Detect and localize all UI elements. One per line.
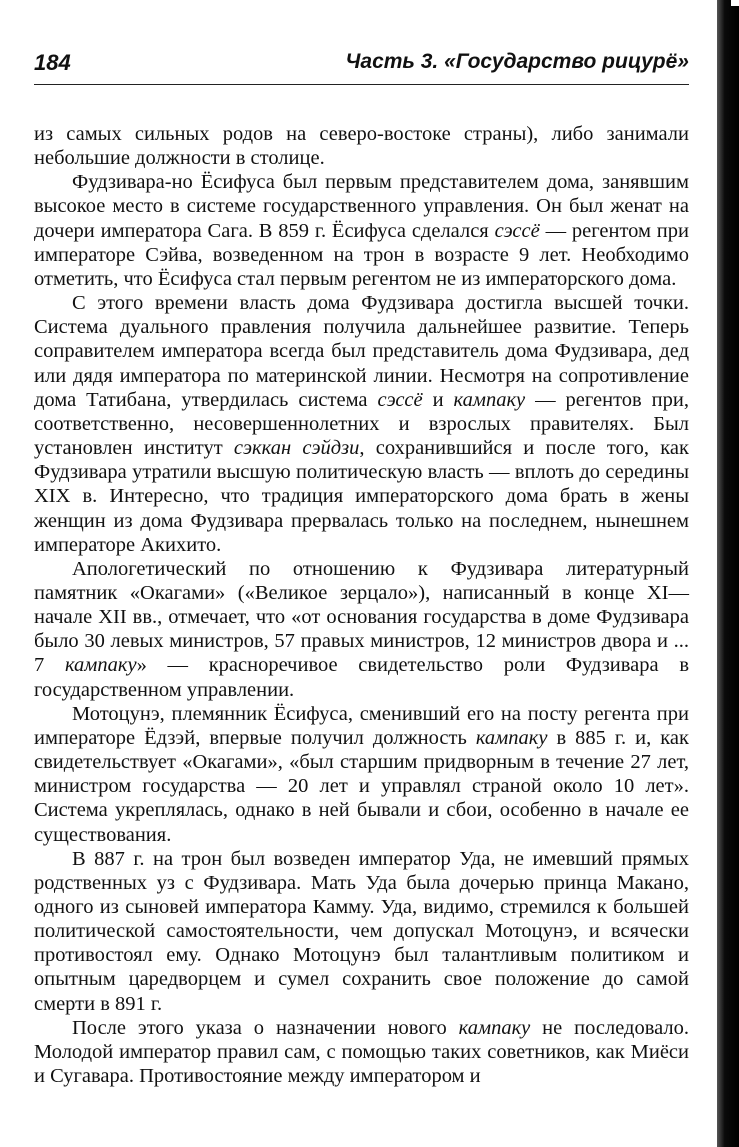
page-number: 184 — [34, 50, 71, 75]
paragraph — [34, 291, 689, 557]
italic-term: кампаку — [64, 654, 137, 677]
body-text — [34, 122, 689, 1088]
paragraph — [34, 557, 689, 702]
paragraph — [34, 122, 689, 170]
text-run: С этого времени власть дома Фудзивара достигла высшей точки. Система дуального правления получила дальнейшее развитие. Теперь соправителем императора всегда был представитель дома Фудзивара, дед или дядя императора по материнской линии. Несмотря на сопротивление дома Татибана, утвердилась система — [34, 292, 689, 411]
text-run: После этого указа о назначении нового — [72, 1016, 459, 1039]
text-run: — регентом при императоре Сэйва, возведенном на трон в возрасте 9 лет. Необходимо отметить, что Ёсифуса стал первым регентом не из императорского дома. — [34, 219, 689, 290]
header-rule — [34, 84, 689, 85]
text-run: , сохранившийся и после того, как Фудзивара утратили высшую политическую власть — вплоть до середины XIX в. Интересно, что традиция императорского дома брать в жены женщин из дома Фудзивара прервалась только на последнем, нынешнем императоре Акихито. — [34, 437, 689, 556]
italic-term: кампаку — [475, 726, 548, 749]
binding-notch — [731, 0, 739, 6]
running-title: Часть 3. «Государство рицурё» — [345, 50, 689, 73]
italic-term: кампаку — [453, 388, 526, 411]
italic-term: сэссё — [377, 388, 423, 411]
text-run: и — [422, 388, 454, 411]
text-run: Апологетический по отношению к Фудзивара литературный памятник «Окагами» («Великое зерцало»), написанный в конце XI—начале XII вв., отмечает, что «от основания государства в доме Фудзивара было 30 левых министров, 57 правых министров, 12 министров двора и ... 7 — [34, 557, 689, 677]
text-run: в 885 г. и, как свидетельствует «Окагами», «был старшим придворным в течение 27 лет, министром государства — 20 лет и управлял страной около 10 лет». Система укреплялась, однако в ней бывали и сбои, особенно в начале ее существования. — [34, 726, 689, 846]
page-header — [34, 50, 689, 82]
text-run: В 887 г. на трон был возведен император Уда, не имевший прямых родственных уз с Фудзивара. Мать Уда была дочерью принца Макано, одного из сыновей императора Камму. Уда, видимо, стремился к большей политической самостоятельности, чем допускал Мотоцунэ, и всячески противостоял ему. Однако Мотоцунэ был талантливым политиком и опытным царедворцем и сумел сохранить свое положение до самой смерти в 891 г. — [34, 847, 689, 1015]
text-run: — регентов при, соответственно, несовершеннолетних и взрослых правителях. Был установлен институт — [34, 388, 689, 460]
text-run: Фудзивара-но Ёсифуса был первым представителем дома, занявшим высокое место в системе государственного управления. Он был женат на дочери императора Сага. В 859 г. Ёсифуса сделался — [34, 171, 689, 242]
paragraph — [34, 702, 689, 847]
paragraph — [34, 170, 689, 291]
italic-term: сэккан сэйдзи — [233, 437, 360, 460]
text-run: » — красноречивое свидетельство роли Фудзивара в государственном управлении. — [34, 654, 689, 701]
italic-term: кампаку — [458, 1016, 531, 1039]
paragraph — [34, 1016, 689, 1088]
text-run: из самых сильных родов на северо-востоке страны), либо занимали небольшие должности в столице. — [34, 123, 689, 170]
text-run: Мотоцунэ, племянник Ёсифуса, сменивший его на посту регента при императоре Ёдзэй, впервые получил должность — [34, 702, 689, 749]
text-run: не последовало. Молодой император правил сам, с помощью таких советников, как Миёси и Сугавара. Противостояние между императором и — [34, 1016, 690, 1088]
page-binding-shadow — [717, 0, 739, 1147]
italic-term: сэссё — [494, 219, 540, 242]
paragraph — [34, 847, 689, 1016]
